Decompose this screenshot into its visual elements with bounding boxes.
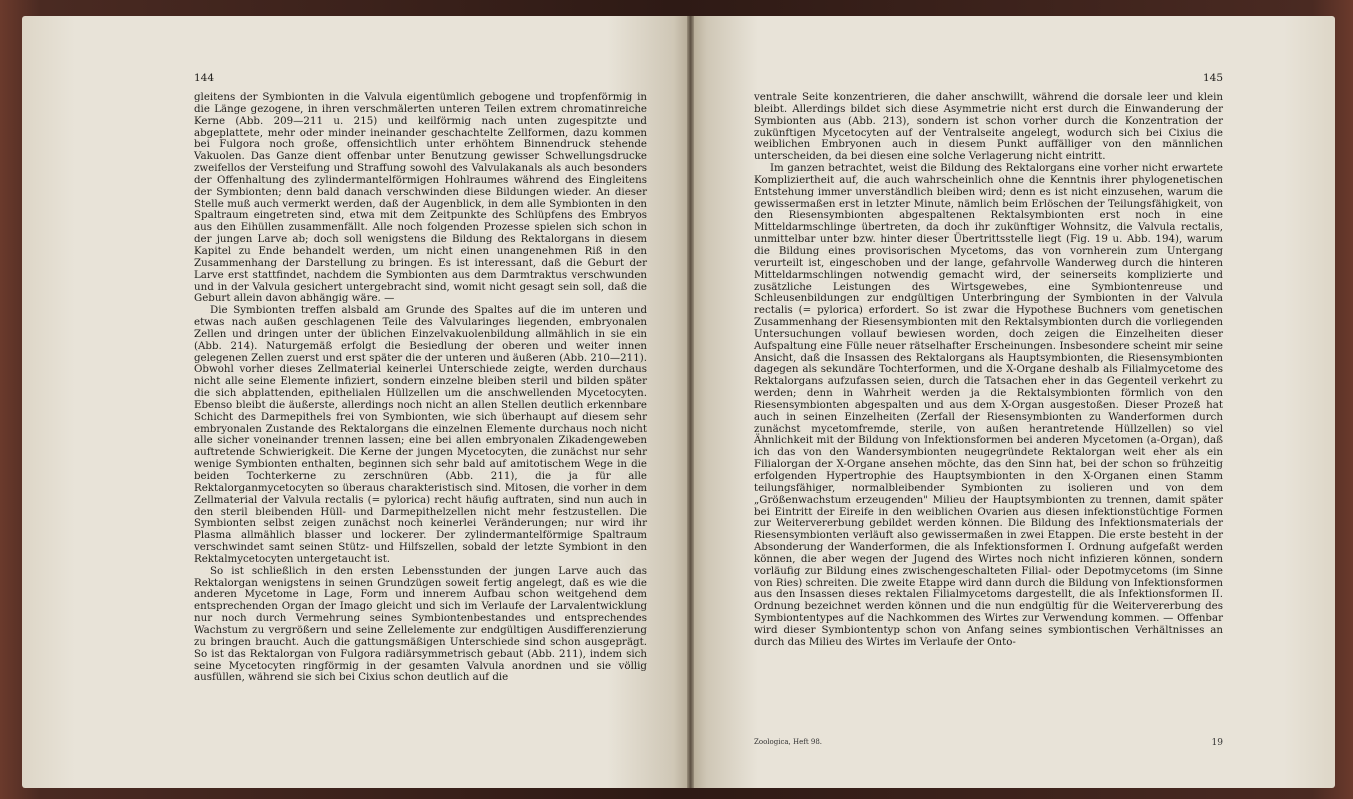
signature-mark: 19 bbox=[1211, 738, 1223, 748]
page-number: 144 bbox=[194, 72, 215, 84]
right-page bbox=[694, 16, 1335, 788]
page-footer bbox=[754, 738, 1223, 748]
paragraph: So ist schließlich in den ersten Lebensstunden der jungen Larve auch das Rektalorgan wenigstens in seinen Grundzügen soweit fertig angelegt, daß es wie die anderen Mycetome in Lage, Form und innerem Aufbau schon weitgehend dem entsprechenden Organ der Imago gleicht und sich im Verlaufe der Larvalentwicklung nur noch durch Vermehrung seines Symbiontenbestandes und entsprechendes Wachstum zu vergrößern und seine Zellelemente zur endgültigen Ausdifferenzierung zu bringen braucht. Auch die gattungsmäßigen Unterschiede sind schon ausgeprägt. So ist das Rektalorgan von Fulgora radiärsymmetrisch gebaut (Abb. 211), indem sich seine Mycetocyten ringförmig in der gesamten Valvula anordnen und sie völlig ausfüllen, während sie sich bei Cixius schon deutlich auf die bbox=[194, 564, 647, 684]
paragraph: gleitens der Symbionten in die Valvula eigentümlich gebogene und tropfenförmig in die Länge gezogene, in ihren verschmälerten unteren Teilen extrem chromatinreiche Kerne (Abb. 209—211 u. 215) und keilförmig nach unten zugespitzte und abgeplattete, mehr oder minder ineinander geschachtelte Zellformen, dazu kommen bei Fulgora noch große, offensichtlich unter erhöhtem Binnendruck stehende Vakuolen. Das Ganze dient offenbar unter Benutzung gewisser Schwellungsdrucke zweifellos der Versteifung und Straffung sowohl des Valvulakanals als auch besonders der Offenhaltung des zylindermantelförmigen Hohlraumes während des Eingleitens der Symbionten; denn bald danach verschwinden diese Bildungen wieder. An dieser Stelle muß auch vermerkt werden, daß der Augenblick, in dem alle Symbionten in den Spaltraum eingetreten sind, etwa mit dem Zeitpunkte des Schlüpfens des Embryos aus den Eihüllen zusammenfällt. Alle noch folgenden Prozesse spielen sich schon in der jungen Larve ab; doch soll wenigstens die Bildung des Rektalorgans in diesem Kapitel zu Ende behandelt werden, um nicht einen unangenehmen Riß in den Zusammenhang der Darstellung zu bringen. Es ist interessant, daß die Geburt der Larve erst stattfindet, nachdem die Symbionten aus dem Darmtraktus verschwunden und in der Valvula gesichert untergebracht sind, womit nicht gesagt sein soll, daß die Geburt allein davon abhängig wäre. — bbox=[194, 91, 647, 305]
paragraph: Im ganzen betrachtet, weist die Bildung des Rektalorgans eine vorher nicht erwartete Kompliziertheit auf, die auch wahrscheinlich ohne die Kenntnis ihrer phylogenetischen Entstehung immer unverständlich bleiben wird; denn es ist nicht einzusehen, warum die gewissermaßen erst in letzter Minute, nämlich beim Erlöschen der Teilungsfähigkeit, von den Riesensymbionten abgespaltenen Rektalsymbionten erst noch in eine Mitteldarmschlinge übertreten, da doch ihr zukünftiger Wohnsitz, die Valvula rectalis, unmittelbar unter bzw. hinter dieser Übertrittsstelle liegt (Fig. 19 u. Abb. 194), warum die Bildung eines provisorischen Mycetoms, das von vornherein zum Untergang verurteilt ist, eingeschoben und der lange, gefahrvolle Wanderweg durch die hinteren Mitteldarmschlingen notwendig gemacht wird, der seinerseits komplizierte und zusätzliche Leistungen des Wirtsgewebes, eine Symbiontenreuse und Schleusenbildungen zur endgültigen Unterbringung der Symbionten in der Valvula rectalis (= pylorica) erfordert. So ist zwar die Hypothese Buchners vom genetischen Zusammenhang der Riesensymbionten mit den Rektalsymbionten durch die vorliegenden Untersuchungen vollauf bewiesen worden, doch zeigen die Einzelheiten dieser Aufspaltung eine Fülle neuer rätselhafter Erscheinungen. Insbesondere scheint mir seine Ansicht, daß die Insassen des Rektalorgans als Hauptsymbionten, die Riesensymbionten dagegen als sekundäre Tochterformen, und die X-Organe deshalb als Filialmycetome des Rektalorgans aufzufassen seien, durch die Tatsachen eher in das Gegenteil verkehrt zu werden; denn in Wahrheit werden ja die Rektalsymbionten förmlich von den Riesensymbionten abgespalten und aus dem X-Organ ausgestoßen. Dieser Prozeß hat auch in seinen Einzelheiten (Zerfall der Riesensymbionten zu Wanderformen durch zunächst mycetomfremde, sterile, von außen herantretende Hüllzellen) so viel Ähnlichkeit mit der Bildung von Infektionsformen bei anderen Mycetomen (a-Organ), daß ich das von den Wandersymbionten neugegründete Rektalorgan weit eher als ein Filialorgan der X-Organe ansehen möchte, das den Sinn hat, bei der schon so frühzeitig erfolgenden Hypertrophie des Hauptsymbionten in den X-Organen einen Stamm teilungsfähiger, normalbleibender Symbionten zu isolieren und von dem „Größenwachstum erzeugenden" Milieu der Hauptsymbionten zu trennen, damit später bei Eintritt der Eireife in den weiblichen Ovarien aus diesen infektionstüchtige Formen zur Weitervererbung gebildet werden können. Die Bildung des Infektionsmaterials der Riesensymbionten verläuft also gewissermaßen in zwei Etappen. Die erste besteht in der Absonderung der Wanderformen, die als Infektionsformen I. Ordnung aufgefaßt werden können, die aber wegen der Jugend des Wirtes noch nicht infizieren können, sondern vorläufig zur Bildung eines zwischengeschalteten Filial- oder Depotmycetoms (im Sinne von Ries) schreiten. Die zweite Etappe wird dann durch die Bildung von Infektionsformen aus den Insassen dieses rektalen Filialmycetoms dargestellt, die als Infektionsformen II. Ordnung bezeichnet werden können und die nun endgültig für die Weitervererbung des Symbiontentypes auf die Nachkommen des Wirtes zur Verwendung kommen. — Offenbar wird dieser Symbiontentyp schon von Anfang seines symbiontischen Verhältnisses an durch das Milieu des Wirtes im Verlaufe der Onto- bbox=[754, 162, 1223, 648]
footer-source: Zoologica, Heft 98. bbox=[754, 738, 823, 746]
left-page bbox=[22, 16, 687, 788]
body-text bbox=[754, 92, 1223, 649]
paragraph: Die Symbionten treffen alsbald am Grunde des Spaltes auf die im unteren und etwas nach außen geschlagenen Teile des Valvularinges liegenden, embryonalen Zellen und dringen unter der üblichen Einzelvakuolenbildung allmählich in sie ein (Abb. 214). Naturgemäß erfolgt die Besiedlung der oberen und weiter innen gelegenen Zellen zuerst und erst später die der unteren und äußeren (Abb. 210—211). Obwohl vorher dieses Zellmaterial keinerlei Unterschiede zeigte, werden durchaus nicht alle seine Elemente infiziert, sondern einzelne bleiben steril und bilden später die sich abplattenden, epithelialen Hüllzellen um die anschwellenden Mycetocyten. Ebenso bleibt die äußerste, allerdings noch nicht an allen Stellen deutlich erkennbare Schicht des Darmepithels frei von Symbionten, wie sich überhaupt auf diesem sehr embryonalen Zustande des Rektalorgans die einzelnen Elemente durchaus noch nicht alle sicher voneinander trennen lassen; eine bei allen embryonalen Zikadengeweben auftretende Schwierigkeit. Die Kerne der jungen Mycetocyten, die zunächst nur sehr wenige Symbionten enthalten, beginnen sich sehr bald auf amitotischem Wege in die beiden Tochterkerne zu zerschnüren (Abb. 211), die ja für alle Rektalorganmycetocyten so überaus charakteristisch sind. Mitosen, die vorher in dem Zellmaterial der Valvula rectalis (= pylorica) recht häufig auftraten, sind nun auch in den steril bleibenden Hüll- und Darmepithelzellen nicht mehr festzustellen. Die Symbionten selbst zeigen zunächst noch keinerlei Veränderungen; nur wird ihr Plasma allmählich blasser und lockerer. Der zylindermantelförmige Spaltraum verschwindet samt seinen Stütz- und Hilfszellen, sobald der letzte Symbiont in den Rektalmycetocyten untergetaucht ist. bbox=[194, 304, 647, 565]
page-number: 145 bbox=[1202, 72, 1223, 84]
body-text bbox=[194, 92, 647, 684]
book-gutter bbox=[687, 16, 694, 788]
paragraph: ventrale Seite konzentrieren, die daher anschwillt, während die dorsale leer und klein bleibt. Allerdings bildet sich diese Asymmetrie nicht erst durch die Einwanderung der Symbionten aus (Abb. 213), sondern ist schon vorher durch die Konzentration der zukünftigen Mycetocyten auf der Ventralseite angelegt, wodurch sich bei Cixius die weiblichen Embryonen auch in diesem Punkt auffälliger von den männlichen unterscheiden, da bei diesen eine solche Verlagerung nicht eintritt. bbox=[754, 91, 1223, 163]
